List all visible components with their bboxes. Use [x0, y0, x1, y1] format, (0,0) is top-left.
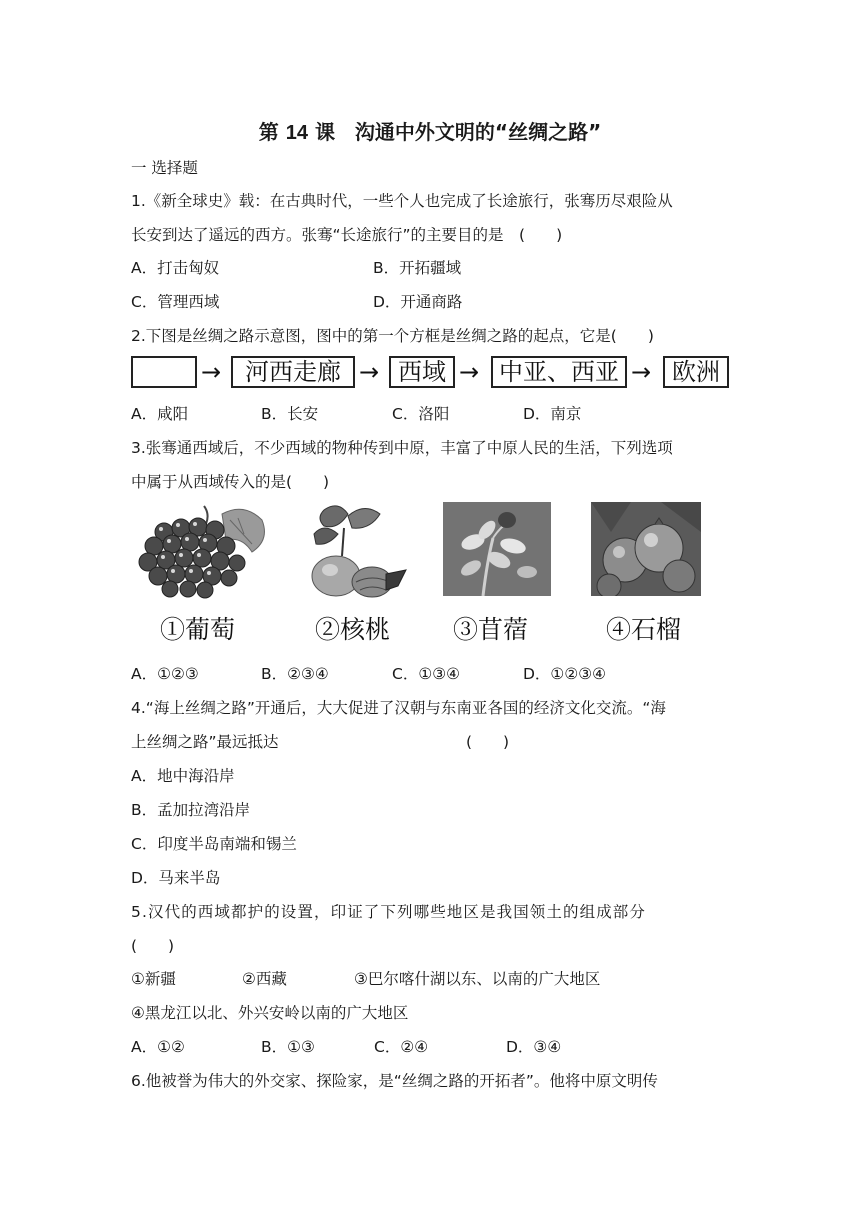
flow-box-blank: [131, 356, 197, 388]
question-3-line-2: 中属于从西域传入的是( ): [131, 473, 330, 491]
arrow-right-icon: →: [459, 358, 480, 386]
question-3-option-c: C．①③④: [392, 665, 461, 683]
arrow-right-icon: →: [201, 358, 222, 386]
alfalfa-image: [443, 502, 551, 596]
question-4-option-d: D．马来半岛: [131, 869, 221, 887]
question-2-option-c: C．洛阳: [392, 405, 450, 423]
question-4-option-a: A．地中海沿岸: [131, 767, 235, 785]
question-5-option-d: D．③④: [506, 1038, 562, 1056]
question-1-line-2: 长安到达了遥远的西方。张骞“长途旅行”的主要目的是 ( ): [131, 226, 563, 244]
question-3-option-b: B．②③④: [261, 665, 329, 683]
question-5-option-a: A．①②: [131, 1038, 185, 1056]
flow-box-central-west-asia: 中亚、西亚: [491, 356, 627, 388]
flow-box-europe: 欧洲: [663, 356, 729, 388]
question-1-option-a: A．打击匈奴: [131, 259, 220, 277]
question-4-line-2: 上丝绸之路”最远抵达: [131, 733, 279, 751]
image-caption-pomegranate: ④石榴: [606, 615, 682, 644]
arrow-right-icon: →: [359, 358, 380, 386]
silk-road-flow-diagram: [131, 352, 731, 394]
question-5-item-2: ②西藏: [242, 970, 287, 988]
page-title: 第 14 课 沟通中外文明的“丝绸之路”: [258, 120, 602, 144]
question-2-line-1: 2.下图是丝绸之路示意图，图中的第一个方框是丝绸之路的起点，它是( ): [131, 327, 654, 345]
grape-image: [134, 500, 272, 604]
image-caption-grape: ①葡萄: [160, 615, 236, 644]
image-caption-alfalfa: ③苜蓿: [453, 615, 529, 644]
flow-box-hexi-corridor: 河西走廊: [231, 356, 355, 388]
question-3-option-d: D．①②③④: [523, 665, 607, 683]
question-4-option-c: C．印度半岛南端和锡兰: [131, 835, 297, 853]
image-caption-walnut: ②核桃: [315, 615, 391, 644]
question-3-line-1: 3.张骞通西域后，不少西域的物种传到中原，丰富了中原人民的生活，下列选项: [131, 439, 673, 457]
question-5-option-b: B．①③: [261, 1038, 315, 1056]
question-5-item-3: ③巴尔喀什湖以东、以南的广大地区: [354, 970, 601, 988]
question-4-line-1: 4.“海上丝绸之路”开通后，大大促进了汉朝与东南亚各国的经济文化交流。“海: [131, 699, 666, 717]
question-4-answer-paren: ( ): [466, 733, 510, 751]
pomegranate-image: [591, 502, 701, 596]
question-1-option-c: C．管理西域: [131, 293, 220, 311]
question-1-option-b: B．开拓疆域: [373, 259, 462, 277]
question-2-option-a: A．咸阳: [131, 405, 189, 423]
question-1-option-d: D．开通商路: [373, 293, 463, 311]
question-2-option-d: D．南京: [523, 405, 582, 423]
arrow-right-icon: →: [631, 358, 652, 386]
question-3-option-a: A．①②③: [131, 665, 199, 683]
section-heading: 一 选择题: [131, 159, 198, 177]
walnut-image: [294, 500, 414, 604]
question-4-option-b: B．孟加拉湾沿岸: [131, 801, 251, 819]
question-2-option-b: B．长安: [261, 405, 319, 423]
question-5-option-c: C．②④: [374, 1038, 429, 1056]
flow-box-western-regions: 西域: [389, 356, 455, 388]
question-6-line-1: 6.他被誉为伟大的外交家、探险家，是“丝绸之路的开拓者”。他将中原文明传: [131, 1072, 658, 1090]
question-5-line-2: ( ): [131, 937, 175, 955]
question-5-line-1: 5.汉代的西域都护的设置，印证了下列哪些地区是我国领土的组成部分: [131, 903, 646, 921]
question-5-item-1: ①新疆: [131, 970, 176, 988]
question-1-line-1: 1.《新全球史》载：在古典时代，一些个人也完成了长途旅行，张骞历尽艰险从: [131, 192, 673, 210]
question-5-item-4: ④黑龙江以北、外兴安岭以南的广大地区: [131, 1004, 409, 1022]
